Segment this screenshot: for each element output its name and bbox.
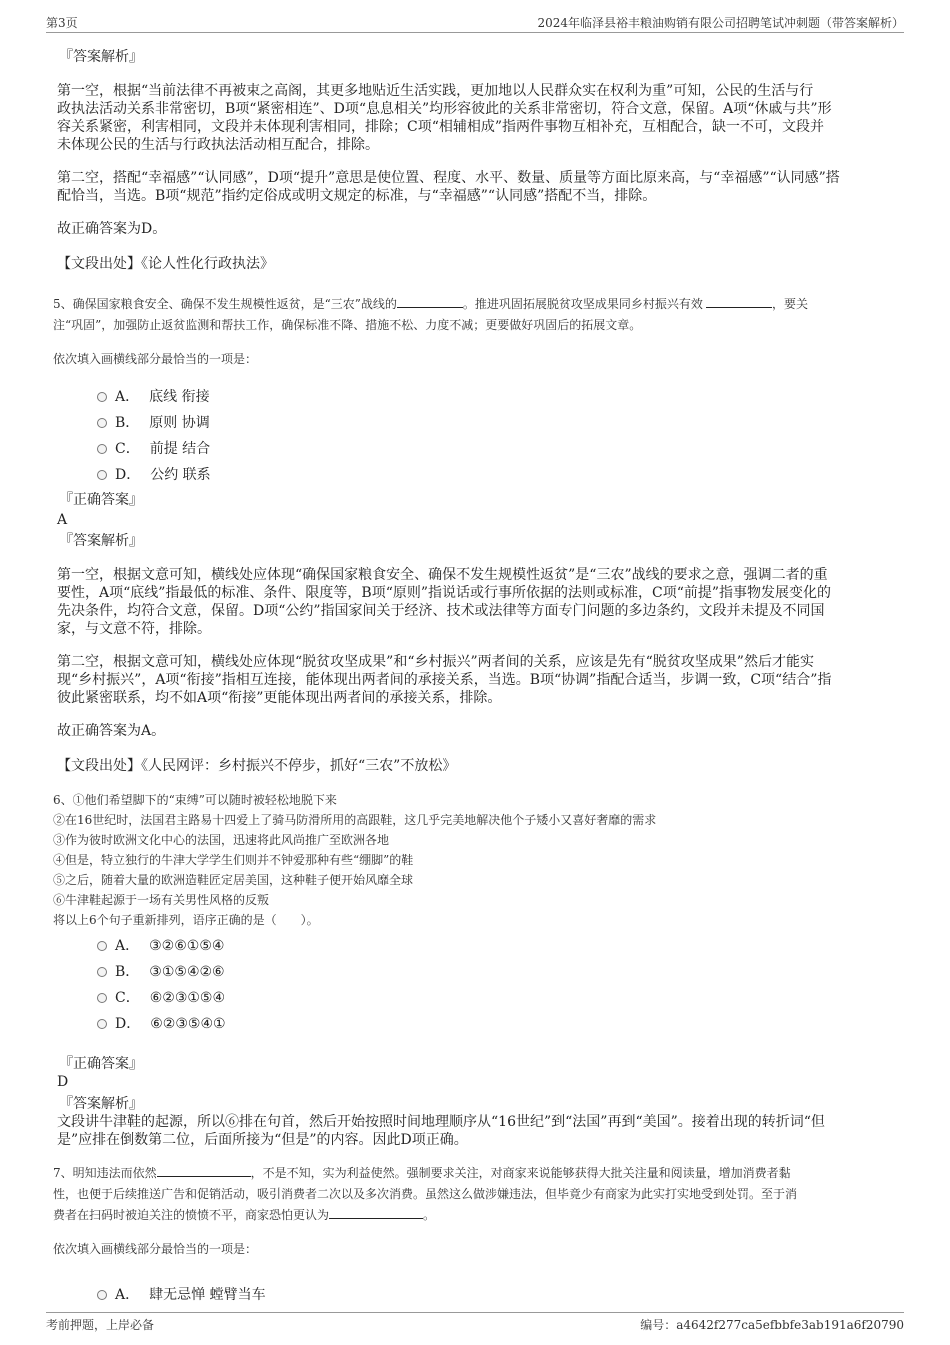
radio-icon[interactable]	[97, 470, 107, 480]
radio-icon[interactable]	[97, 993, 107, 1003]
radio-icon[interactable]	[97, 1290, 107, 1300]
option-a[interactable]: A． 底线 衔接	[97, 386, 210, 406]
question-text: 注“巩固”，加强防止返贫监测和帮扶工作，确保标准不降、措施不松、力度不减；更要做好巩固后的拓展文章。	[53, 318, 642, 332]
radio-icon[interactable]	[97, 967, 107, 977]
correct-answer: A	[57, 512, 68, 528]
page-footer	[46, 1312, 904, 1333]
analysis-label: 『答案解析』	[59, 49, 143, 65]
question-instruction: 依次填入画横线部分最恰当的一项是：	[53, 1242, 258, 1256]
option-b[interactable]: B． 原则 协调	[97, 412, 210, 432]
radio-icon[interactable]	[97, 444, 107, 454]
source-citation: 【文段出处】《人民网评：乡村振兴不停步，抓好“三农”不放松》	[57, 758, 457, 774]
analysis-label: 『答案解析』	[59, 1096, 143, 1112]
analysis-line: 现“乡村振兴”，A项“衔接”指相互连接，能体现出两者间的承接关系，当选。B项“协调”指配合适当，步调一致，C项“结合”指	[57, 672, 832, 688]
analysis-line: 要性，A项“底线”指最低的标准、条件、限度等，B项“原则”指说话或行事所依据的法则或标准，C项“前提”指事物发展变化的	[57, 585, 832, 601]
source-citation: 【文段出处】《论人性化行政执法》	[57, 256, 274, 272]
radio-icon[interactable]	[97, 392, 107, 402]
analysis-line: 未体现公民的生活与行政执法活动相互配合，排除。	[57, 137, 379, 153]
conclusion: 故正确答案为D。	[57, 221, 167, 237]
footer-slogan: 考前押题，上岸必备	[46, 1318, 155, 1332]
analysis-line: 先决条件，均符合文意，保留。D项“公约”指国家间关于经济、技术或法律等方面专门问题的多边条约，文段并未提及不同国	[57, 603, 825, 619]
option-a[interactable]: A． ③②⑥①⑤④	[97, 935, 224, 955]
option-d[interactable]: D． ⑥②③⑤④①	[97, 1013, 226, 1033]
radio-icon[interactable]	[97, 941, 107, 951]
analysis-line: 第二空，搭配“幸福感”“认同感”，D项“提升”意思是使位置、程度、水平、数量、质量等方面比原来高，与“幸福感”“认同感”搭	[57, 170, 840, 186]
analysis-line: 家，与文意不符，排除。	[57, 621, 211, 637]
question-text: 7、明知违法而依然 ，不是不知，实为利益使然。强制要求关注，对商家来说能够获得大批关注量和阅读量，增加消费者黏	[53, 1166, 791, 1180]
conclusion: 故正确答案为A。	[57, 723, 166, 739]
analysis-label: 『答案解析』	[59, 533, 143, 549]
sentence-line: ④但是，特立独行的牛津大学学生们则并不钟爱那种有些“绷脚”的鞋	[53, 853, 414, 867]
sentence-line: ⑤之后，随着大量的欧洲造鞋匠定居美国，这种鞋子便开始风靡全球	[53, 873, 414, 887]
sentence-line: ⑥牛津鞋起源于一场有关男性风格的反叛	[53, 893, 270, 907]
analysis-line: 是”应排在倒数第二位，后面所接为“但是”的内容。因此D项正确。	[57, 1132, 468, 1148]
analysis-line: 文段讲牛津鞋的起源，所以⑥排在句首，然后开始按照时间地理顺序从“16世纪”到“法国”再到“美国”。接着出现的转折词“但	[57, 1114, 825, 1130]
answer-blank	[706, 295, 772, 308]
question-text: 性，也便于后续推送广告和促销活动，吸引消费者二次以及多次消费。虽然这么做涉嫌违法，但毕竟少有商家为此实打实地受到处罚。至于消	[53, 1187, 798, 1201]
radio-icon[interactable]	[97, 418, 107, 428]
analysis-line: 配恰当，当选。B项“规范”指约定俗成或明文规定的标准，与“幸福感”“认同感”搭配不当，排除。	[57, 188, 657, 204]
answer-blank	[157, 1164, 251, 1177]
option-d[interactable]: D． 公约 联系	[97, 464, 211, 484]
page-header	[46, 14, 904, 33]
option-a[interactable]: A． 肆无忌惮 螳臂当车	[97, 1284, 266, 1304]
analysis-line: 政执法活动关系非常密切，B项“紧密相连”、D项“息息相关”均形容彼此的关系非常密切，符合文意，保留。A项“休戚与共”形	[57, 101, 832, 117]
question-instruction: 将以上6个句子重新排列，语序正确的是（ ）。	[53, 913, 319, 927]
analysis-line: 第一空，根据文意可知，横线处应体现“确保国家粮食安全、确保不发生规模性返贫”是“三农”战线的要求之意，强调二者的重	[57, 567, 828, 583]
sentence-line: ②在16世纪时，法国君主路易十四爱上了骑马防滑所用的高跟鞋，这几乎完美地解决他个子矮小又喜好奢靡的需求	[53, 813, 657, 827]
analysis-line: 第二空，根据文意可知，横线处应体现“脱贫攻坚成果”和“乡村振兴”两者间的关系，应该是先有“脱贫攻坚成果”然后才能实	[57, 654, 814, 670]
option-c[interactable]: C． 前提 结合	[97, 438, 210, 458]
answer-blank	[329, 1206, 423, 1219]
analysis-line: 彼此紧密联系，均不如A项“衔接”更能体现出两者间的承接关系，排除。	[57, 690, 502, 706]
correct-answer-label: 『正确答案』	[59, 492, 143, 508]
option-c[interactable]: C． ⑥②③①⑤④	[97, 987, 225, 1007]
analysis-line: 容关系紧密，利害相同，文段并未体现利害相同，排除；C项“相辅相成”指两件事物互相补充，互相配合，缺一不可，文段并	[57, 119, 825, 135]
document-title: 2024年临泽县裕丰粮油购销有限公司招聘笔试冲刺题（带答案解析）	[537, 16, 904, 30]
correct-answer-label: 『正确答案』	[59, 1056, 143, 1072]
option-b[interactable]: B． ③①⑤④②⑥	[97, 961, 225, 981]
radio-icon[interactable]	[97, 1019, 107, 1029]
answer-blank	[397, 295, 463, 308]
question-instruction: 依次填入画横线部分最恰当的一项是：	[53, 352, 258, 366]
question-text: 5、确保国家粮食安全、确保不发生规模性返贫，是“三农”战线的 。推进巩固拓展脱贫攻坚成果同乡村振兴有效 ，要关	[53, 297, 808, 311]
question-text: 费者在扫码时被迫关注的愤愤不平，商家恐怕更认为 。	[53, 1208, 436, 1222]
sentence-line: ③作为彼时欧洲文化中心的法国，迅速将此风尚推广至欧洲各地	[53, 833, 390, 847]
document-id: 编号：a4642f277ca5efbbfe3ab191a6f20790	[640, 1318, 904, 1332]
analysis-line: 第一空，根据“当前法律不再被束之高阁，其更多地贴近生活实践，更加地以人民群众实在权利为重”可知，公民的生活与行	[57, 83, 814, 99]
sentence-line: 6、①他们希望脚下的“束缚”可以随时被轻松地脱下来	[53, 793, 337, 807]
page-number: 第3页	[46, 16, 78, 30]
correct-answer: D	[57, 1074, 69, 1090]
